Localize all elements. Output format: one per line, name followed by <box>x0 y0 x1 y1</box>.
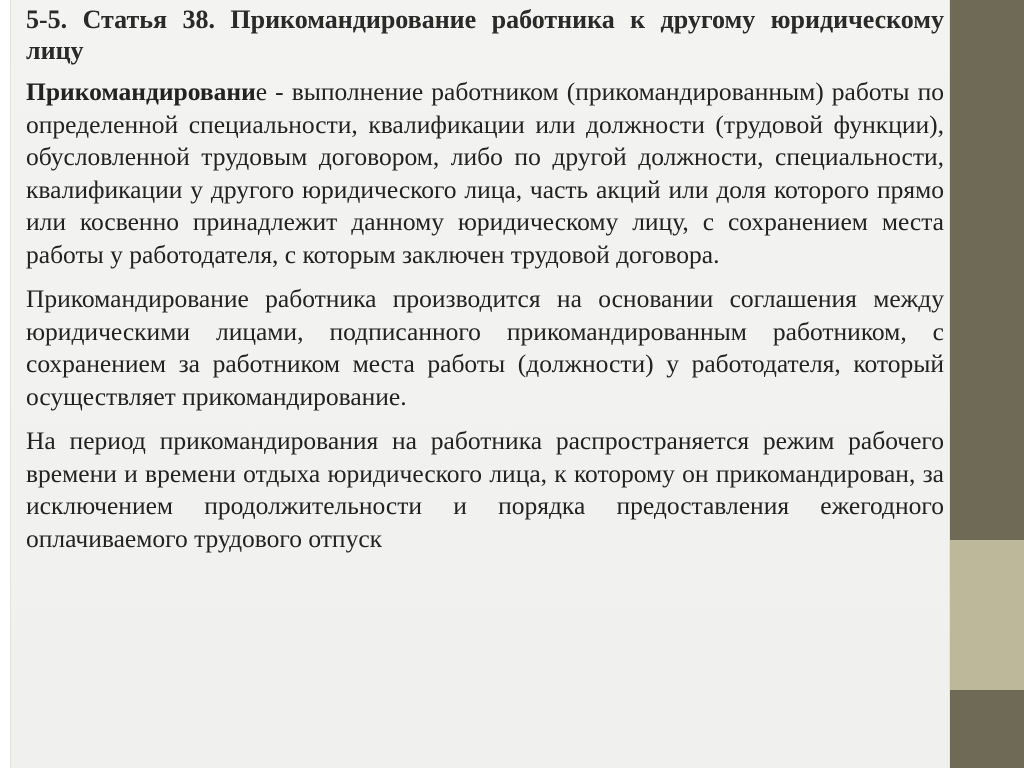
slide-text-body <box>26 4 944 567</box>
slide-title: 5-5. Статья 38. Прикомандирование работника к другому юридическому лицу <box>26 5 944 65</box>
paragraph-definition <box>26 76 944 271</box>
paragraph-agreement: Прикомандирование работника производится на основании соглашения между юридическими лицами, подписанного прикомандированным работником, с сохранением за работником места работы (должности) у работодателя, который осуществляет прикомандирование. <box>26 284 944 411</box>
defined-term: Прикомандировани <box>26 77 256 106</box>
definition-text: е - выполнение работником (прикомандированным) работы по определенной специальности, квалификации или должности (трудовой функции), обусловленной трудовым договором, либо по другой должности, специальности, квалификации у другого юридического лица, часть акций или доля которого прямо или косвенно принадлежит данному юридическому лицу, с сохранением места работы у работодателя, с которым заключен трудовой договора. <box>26 77 944 269</box>
decorative-sidebar-accent <box>950 540 1024 690</box>
paragraph-work-schedule: На период прикомандирования на работника распространяется режим рабочего времени и времени отдыха юридического лица, к которому он прикомандирован, за исключением продолжительности и порядка предоставления ежегодного оплачиваемого трудового отпуск <box>26 426 944 553</box>
